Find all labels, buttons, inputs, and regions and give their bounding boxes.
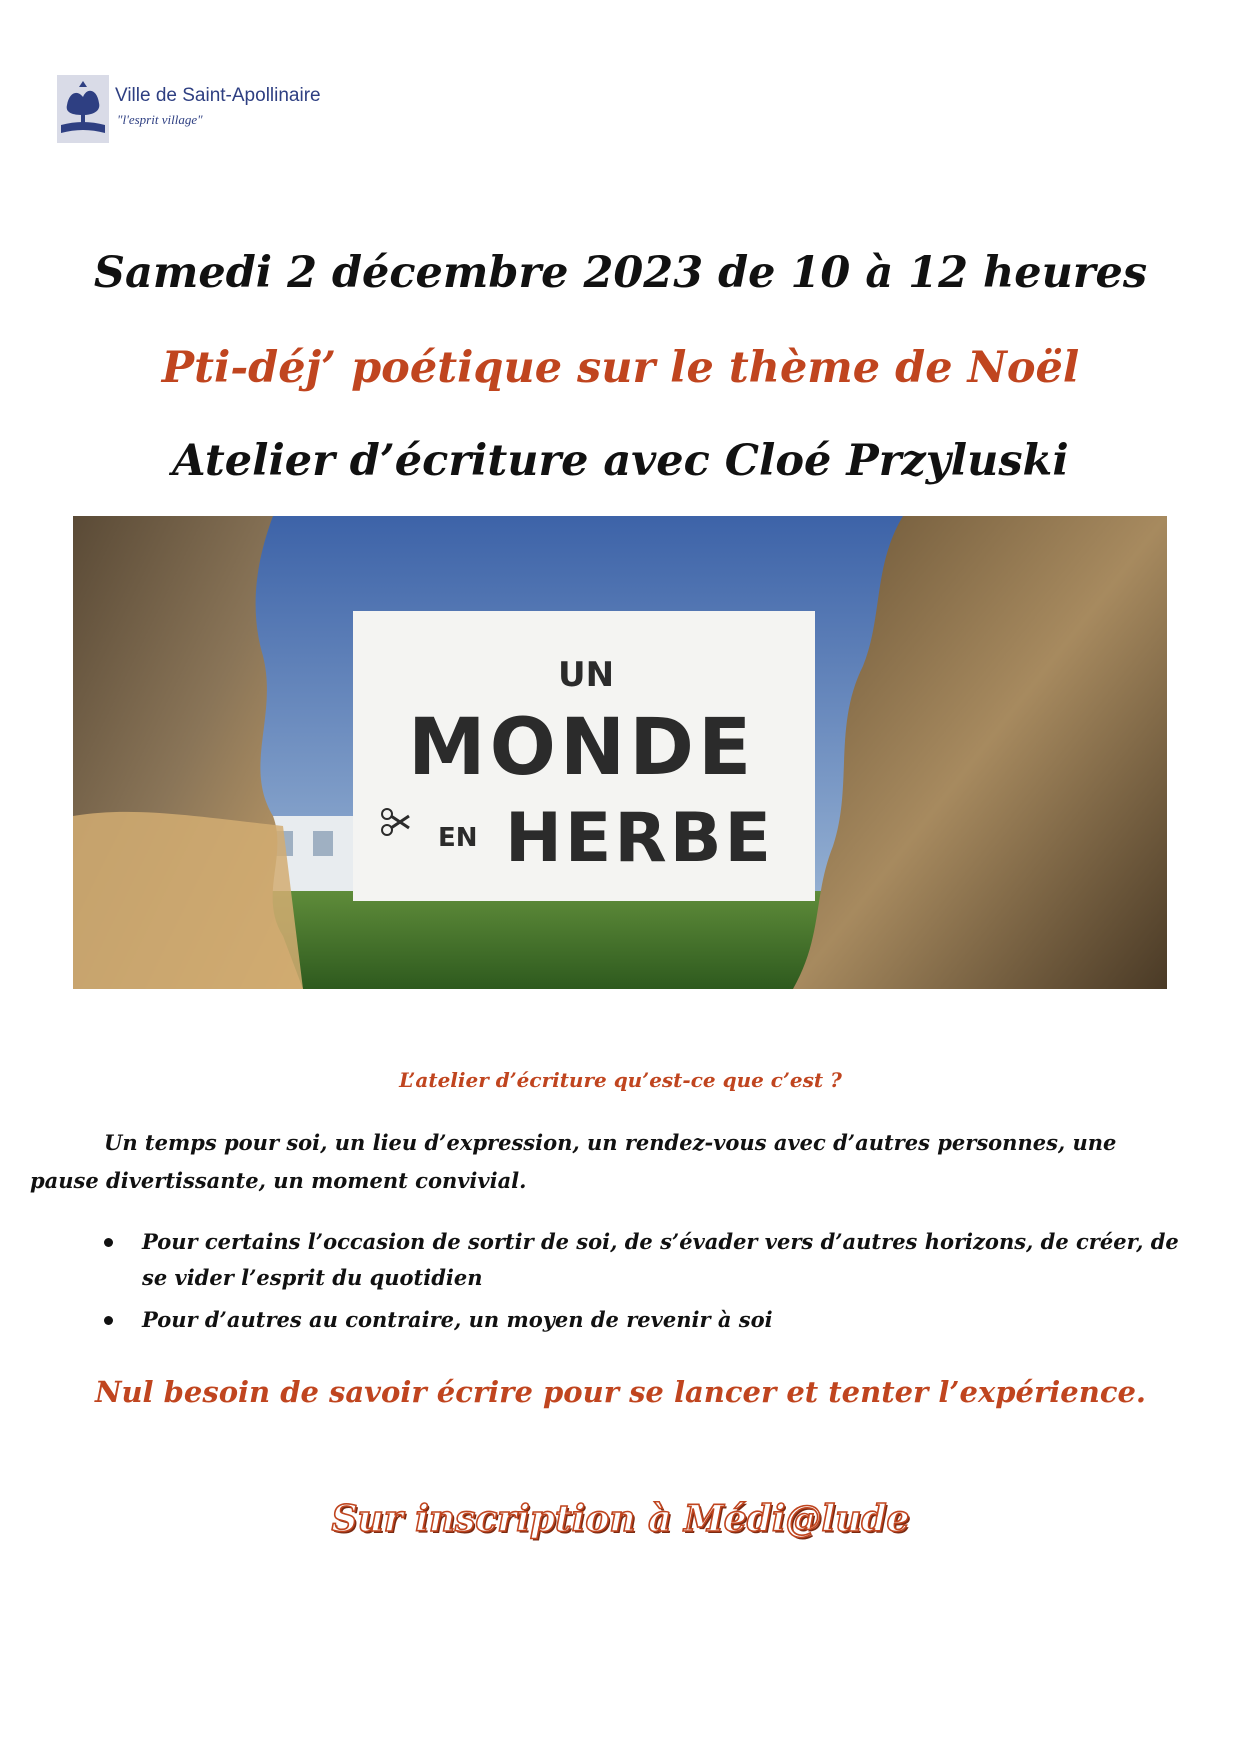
- list-item: [100, 1224, 1180, 1296]
- banner-word-en: EN: [438, 823, 478, 853]
- intro-text: Un temps pour soi, un lieu d’expression, un rendez-vous avec d’autres personnes, une pause divertissante, un moment convivial.: [30, 1130, 1117, 1193]
- bullet-icon: [104, 1316, 113, 1325]
- town-tagline: "l'esprit village": [117, 112, 203, 127]
- list-item-text: Pour certains l’occasion de sortir de soi, de s’évader vers d’autres horizons, de créer, de se vider l’esprit du quotidien: [142, 1229, 1179, 1290]
- workshop-heading: Atelier d’écriture avec Cloé Przyluski: [172, 436, 1069, 486]
- banner-word-herbe: HERBE: [505, 799, 775, 878]
- banner-word-un: UN: [558, 655, 615, 695]
- benefits-list: [100, 1224, 1180, 1344]
- town-emblem-icon: [57, 75, 109, 143]
- town-name: Ville de Saint-Apollinaire: [115, 85, 321, 106]
- banner-word-monde: MONDE: [408, 703, 756, 793]
- event-date-heading: Samedi 2 décembre 2023 de 10 à 12 heures: [93, 248, 1148, 298]
- town-logo: [57, 75, 357, 145]
- list-item: [100, 1302, 1180, 1338]
- encouragement-callout: Nul besoin de savoir écrire pour se lancer et tenter l’expérience.: [94, 1375, 1147, 1409]
- intro-paragraph: [30, 1124, 1180, 1200]
- registration-note: Sur inscription à Médi@lude: [331, 1498, 910, 1540]
- list-item-text: Pour d’autres au contraire, un moyen de revenir à soi: [142, 1307, 773, 1332]
- event-theme-heading: Pti-déj’ poétique sur le thème de Noël: [161, 343, 1080, 393]
- un-monde-en-herbe-banner: [73, 516, 1167, 989]
- workshop-question: L’atelier d’écriture qu’est-ce que c’est ?: [399, 1068, 842, 1092]
- bullet-icon: [104, 1238, 113, 1247]
